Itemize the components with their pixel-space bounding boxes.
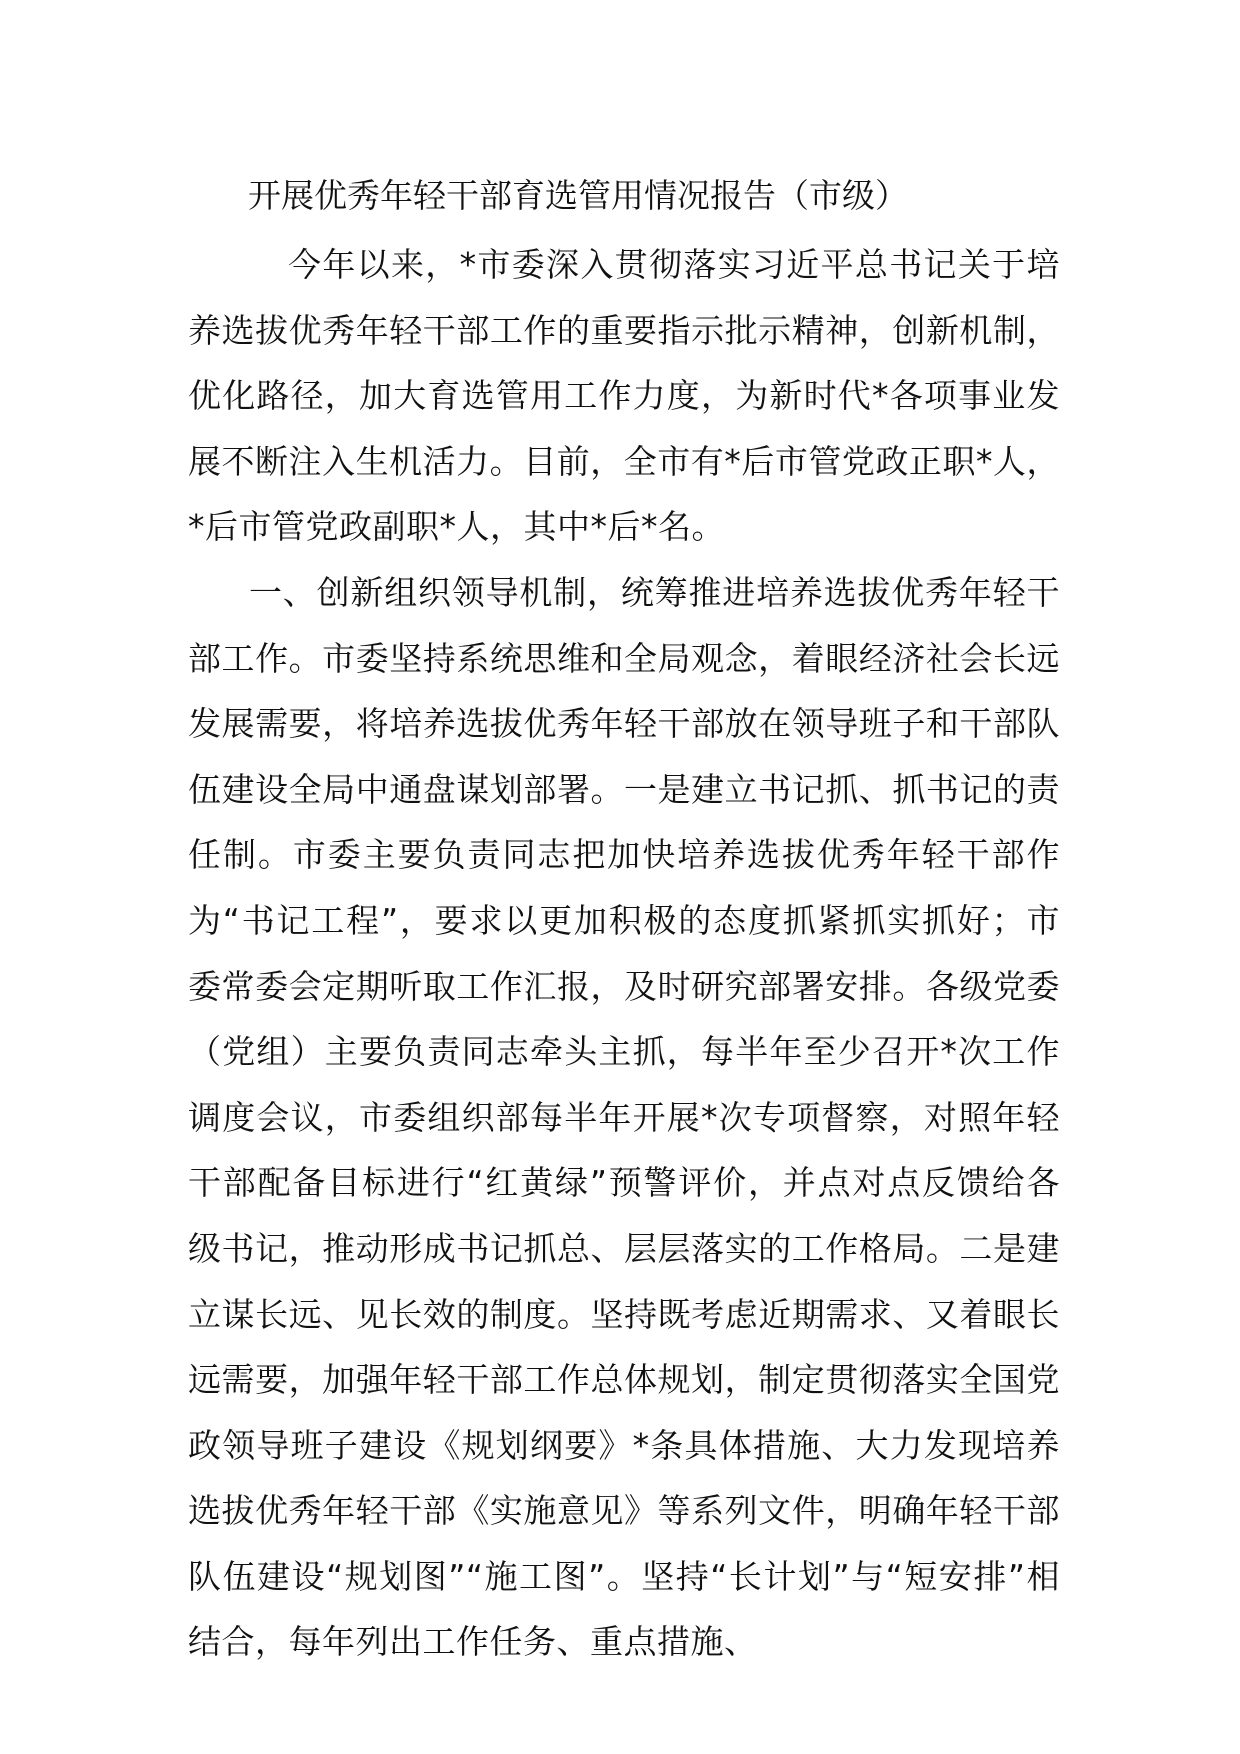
paragraph-section-one: 一、创新组织领导机制，统筹推进培养选拔优秀年轻干部工作。市委坚持系统思维和全局观念，着眼经济社会长远发展需要，将培养选拔优秀年轻干部放在领导班子和干部队伍建设全局中通盘谋划部署。一是建立书记抓、抓书记的责任制。市委主要负责同志把加快培养选拔优秀年轻干部作为“书记工程”，要求以更加积极的态度抓紧抓实抓好；市委常委会定期听取工作汇报，及时研究部署安排。各级党委（党组）主要负责同志牵头主抓，每半年至少召开*次工作调度会议，市委组织部每半年开展*次专项督察，对照年轻干部配备目标进行“红黄绿”预警评价，并点对点反馈给各级书记，推动形成书记抓总、层层落实的工作格局。二是建立谋长远、见长效的制度。坚持既考虑近期需求、又着眼长远需要，加强年轻干部工作总体规划，制定贯彻落实全国党政领导班子建设《规划纲要》*条具体措施、大力发现培养选拔优秀年轻干部《实施意见》等系列文件，明确年轻干部队伍建设“规划图”“施工图”。坚持“长计划”与“短安排”相结合，每年列出工作任务、重点措施、	[188, 572, 1060, 1662]
document-body	[188, 232, 1060, 1675]
document-title: 开展优秀年轻干部育选管用情况报告（市级）	[248, 176, 908, 215]
paragraph-intro: 今年以来，*市委深入贯彻落实习近平总书记关于培养选拔优秀年轻干部工作的重要指示批示精神，创新机制，优化路径，加大育选管用工作力度，为新时代*各项事业发展不断注入生机活力。目前，全市有*后市管党政正职*人，*后市管党政副职*人，其中*后*名。	[188, 245, 1060, 547]
